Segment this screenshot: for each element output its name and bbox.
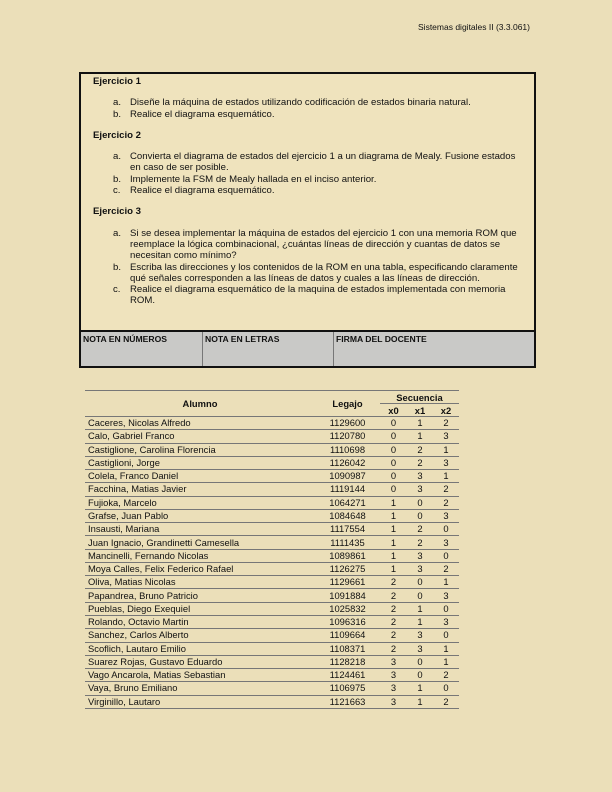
- x2-cell: 3: [433, 430, 459, 443]
- item-letter: c.: [113, 185, 121, 197]
- table-row: [85, 523, 459, 536]
- x2-cell: 2: [433, 669, 459, 682]
- table-row: [85, 549, 459, 562]
- exercise-item: [113, 109, 534, 120]
- legajo-cell: 1129600: [315, 417, 380, 430]
- x2-cell: 1: [433, 470, 459, 483]
- item-text: Convierta el diagrama de estados del ejercicio 1 a un diagrama de Mealy. Fusione estados en caso de ser posible.: [130, 151, 516, 174]
- legajo-cell: 1096316: [315, 615, 380, 628]
- legajo-cell: 1090987: [315, 470, 380, 483]
- table-row: [85, 483, 459, 496]
- student-name-cell: Castiglione, Carolina Florencia: [85, 443, 315, 456]
- student-name-cell: Suarez Rojas, Gustavo Eduardo: [85, 655, 315, 668]
- table-row: [85, 669, 459, 682]
- x2-cell: 2: [433, 483, 459, 496]
- student-name-cell: Papandrea, Bruno Patricio: [85, 589, 315, 602]
- grade-row: [81, 330, 534, 366]
- exercise-item: [113, 284, 534, 307]
- grade-numbers-cell: NOTA EN NÚMEROS: [81, 332, 203, 366]
- x0-cell: 2: [380, 576, 407, 589]
- x1-cell: 3: [407, 549, 433, 562]
- x1-cell: 1: [407, 430, 433, 443]
- legajo-cell: 1121663: [315, 695, 380, 708]
- exercise-item: [113, 228, 534, 262]
- student-name-cell: Facchina, Matias Javier: [85, 483, 315, 496]
- item-text: Realice el diagrama esquemático.: [130, 108, 275, 120]
- x0-cell: 1: [380, 562, 407, 575]
- item-letter: b.: [113, 108, 122, 120]
- x0-cell: 2: [380, 589, 407, 602]
- col-alumno: Alumno: [85, 391, 315, 417]
- table-row: [85, 629, 459, 642]
- item-text: Diseñe la máquina de estados utilizando codificación de estados binaria natural.: [130, 97, 471, 109]
- x1-cell: 0: [407, 576, 433, 589]
- x0-cell: 0: [380, 483, 407, 496]
- exercise-title: Ejercicio 1: [93, 76, 141, 87]
- x0-cell: 0: [380, 430, 407, 443]
- student-name-cell: Colela, Franco Daniel: [85, 470, 315, 483]
- col-x2: x2: [433, 404, 459, 417]
- student-name-cell: Fujioka, Marcelo: [85, 496, 315, 509]
- item-text: Si se desea implementar la máquina de estados del ejercicio 1 con una memoria ROM que reemplace la lógica combinacional, ¿cuántas líneas de dirección y cuantas de datos se necesitan como mínimo?: [130, 227, 517, 262]
- x1-cell: 3: [407, 483, 433, 496]
- x2-cell: 2: [433, 562, 459, 575]
- table-row: [85, 443, 459, 456]
- x2-cell: 3: [433, 615, 459, 628]
- table-row: [85, 602, 459, 615]
- exercise-items: [93, 97, 534, 120]
- student-name-cell: Caceres, Nicolas Alfredo: [85, 417, 315, 430]
- table-row: [85, 509, 459, 522]
- x2-cell: 2: [433, 496, 459, 509]
- page-header: Sistemas digitales II (3.3.061): [418, 22, 530, 32]
- legajo-cell: 1124461: [315, 669, 380, 682]
- exercise-item: [113, 185, 534, 196]
- x0-cell: 3: [380, 682, 407, 695]
- item-letter: b.: [113, 261, 122, 273]
- student-name-cell: Castiglioni, Jorge: [85, 456, 315, 469]
- legajo-cell: 1117554: [315, 523, 380, 536]
- legajo-cell: 1108371: [315, 642, 380, 655]
- item-letter: b.: [113, 173, 122, 185]
- x0-cell: 1: [380, 509, 407, 522]
- table-row: [85, 642, 459, 655]
- item-letter: a.: [113, 227, 122, 239]
- legajo-cell: 1109664: [315, 629, 380, 642]
- student-name-cell: Sanchez, Carlos Alberto: [85, 629, 315, 642]
- student-name-cell: Pueblas, Diego Exequiel: [85, 602, 315, 615]
- legajo-cell: 1091884: [315, 589, 380, 602]
- x2-cell: 0: [433, 629, 459, 642]
- table-row: [85, 615, 459, 628]
- x0-cell: 2: [380, 642, 407, 655]
- x1-cell: 3: [407, 562, 433, 575]
- legajo-cell: 1110698: [315, 443, 380, 456]
- student-name-cell: Mancinelli, Fernando Nicolas: [85, 549, 315, 562]
- x1-cell: 2: [407, 443, 433, 456]
- x1-cell: 0: [407, 589, 433, 602]
- legajo-cell: 1119144: [315, 483, 380, 496]
- x1-cell: 0: [407, 509, 433, 522]
- col-x1: x1: [407, 404, 433, 417]
- x0-cell: 0: [380, 470, 407, 483]
- x0-cell: 2: [380, 602, 407, 615]
- x1-cell: 0: [407, 496, 433, 509]
- x1-cell: 3: [407, 642, 433, 655]
- table-row: [85, 430, 459, 443]
- item-text: Implemente la FSM de Mealy hallada en el inciso anterior.: [130, 173, 377, 185]
- legajo-cell: 1106975: [315, 682, 380, 695]
- table-row: [85, 470, 459, 483]
- x1-cell: 3: [407, 470, 433, 483]
- item-letter: a.: [113, 97, 122, 109]
- x0-cell: 1: [380, 536, 407, 549]
- table-row: [85, 496, 459, 509]
- student-name-cell: Insausti, Mariana: [85, 523, 315, 536]
- x2-cell: 0: [433, 682, 459, 695]
- x1-cell: 2: [407, 523, 433, 536]
- x2-cell: 1: [433, 576, 459, 589]
- legajo-cell: 1084648: [315, 509, 380, 522]
- item-text: Realice el diagrama esquemático.: [130, 185, 275, 197]
- exercise-items: [93, 228, 534, 307]
- exercise-item: [113, 97, 534, 108]
- x2-cell: 3: [433, 509, 459, 522]
- x2-cell: 0: [433, 523, 459, 536]
- student-name-cell: Virginillo, Lautaro: [85, 695, 315, 708]
- col-x0: x0: [380, 404, 407, 417]
- item-text: Escriba las direcciones y los contenidos de la ROM en una tabla, especificando claramente qué señales corresponden a las líneas de datos y cuales a las líneas de dirección.: [130, 261, 518, 284]
- student-name-cell: Calo, Gabriel Franco: [85, 430, 315, 443]
- legajo-cell: 1120780: [315, 430, 380, 443]
- grade-letters-cell: NOTA EN LETRAS: [203, 332, 334, 366]
- x0-cell: 0: [380, 417, 407, 430]
- item-text: Realice el diagrama esquemático de la maquina de estados implementada con memoria ROM.: [130, 284, 506, 307]
- x0-cell: 3: [380, 695, 407, 708]
- exercise-item: [113, 174, 534, 185]
- x2-cell: 1: [433, 642, 459, 655]
- legajo-cell: 1129661: [315, 576, 380, 589]
- x0-cell: 1: [380, 549, 407, 562]
- student-name-cell: Juan Ignacio, Grandinetti Camesella: [85, 536, 315, 549]
- x0-cell: 3: [380, 669, 407, 682]
- table-row: [85, 417, 459, 430]
- legajo-cell: 1089861: [315, 549, 380, 562]
- x1-cell: 0: [407, 655, 433, 668]
- table-row: [85, 576, 459, 589]
- x0-cell: 2: [380, 629, 407, 642]
- x1-cell: 2: [407, 456, 433, 469]
- students-table: [85, 390, 459, 709]
- student-name-cell: Grafse, Juan Pablo: [85, 509, 315, 522]
- x2-cell: 1: [433, 443, 459, 456]
- table-row: [85, 695, 459, 708]
- exercise-items: [93, 151, 534, 196]
- legajo-cell: 1126275: [315, 562, 380, 575]
- legajo-cell: 1111435: [315, 536, 380, 549]
- exercise-box: [79, 72, 536, 368]
- exercise-item: [113, 151, 534, 174]
- student-name-cell: Scoflich, Lautaro Emilio: [85, 642, 315, 655]
- x0-cell: 3: [380, 655, 407, 668]
- x2-cell: 2: [433, 417, 459, 430]
- table-row: [85, 456, 459, 469]
- student-name-cell: Rolando, Octavio Martin: [85, 615, 315, 628]
- signature-cell: FIRMA DEL DOCENTE: [336, 334, 427, 344]
- x2-cell: 0: [433, 549, 459, 562]
- x1-cell: 3: [407, 629, 433, 642]
- x2-cell: 1: [433, 655, 459, 668]
- legajo-cell: 1126042: [315, 456, 380, 469]
- item-letter: c.: [113, 284, 121, 296]
- item-letter: a.: [113, 151, 122, 163]
- x0-cell: 1: [380, 523, 407, 536]
- x2-cell: 0: [433, 602, 459, 615]
- exercise-title: Ejercicio 2: [93, 129, 141, 141]
- col-legajo: Legajo: [315, 391, 380, 417]
- legajo-cell: 1064271: [315, 496, 380, 509]
- table-row: [85, 682, 459, 695]
- student-name-cell: Moya Calles, Felix Federico Rafael: [85, 562, 315, 575]
- x1-cell: 1: [407, 615, 433, 628]
- x1-cell: 1: [407, 602, 433, 615]
- x2-cell: 2: [433, 695, 459, 708]
- x2-cell: 3: [433, 589, 459, 602]
- x1-cell: 1: [407, 417, 433, 430]
- x1-cell: 1: [407, 695, 433, 708]
- x2-cell: 3: [433, 456, 459, 469]
- table-row: [85, 589, 459, 602]
- table-row: [85, 536, 459, 549]
- x0-cell: 0: [380, 456, 407, 469]
- col-secuencia: Secuencia: [380, 391, 459, 404]
- exercise-list: [81, 74, 534, 307]
- student-name-cell: Oliva, Matias Nicolas: [85, 576, 315, 589]
- x0-cell: 1: [380, 496, 407, 509]
- x2-cell: 3: [433, 536, 459, 549]
- legajo-cell: 1025832: [315, 602, 380, 615]
- x1-cell: 1: [407, 682, 433, 695]
- exercise-title: Ejercicio 3: [93, 206, 141, 218]
- x0-cell: 0: [380, 443, 407, 456]
- x0-cell: 2: [380, 615, 407, 628]
- student-name-cell: Vaya, Bruno Emiliano: [85, 682, 315, 695]
- table-row: [85, 655, 459, 668]
- legajo-cell: 1128218: [315, 655, 380, 668]
- x1-cell: 2: [407, 536, 433, 549]
- x1-cell: 0: [407, 669, 433, 682]
- student-name-cell: Vago Ancarola, Matias Sebastian: [85, 669, 315, 682]
- table-row: [85, 562, 459, 575]
- exercise-item: [113, 262, 534, 285]
